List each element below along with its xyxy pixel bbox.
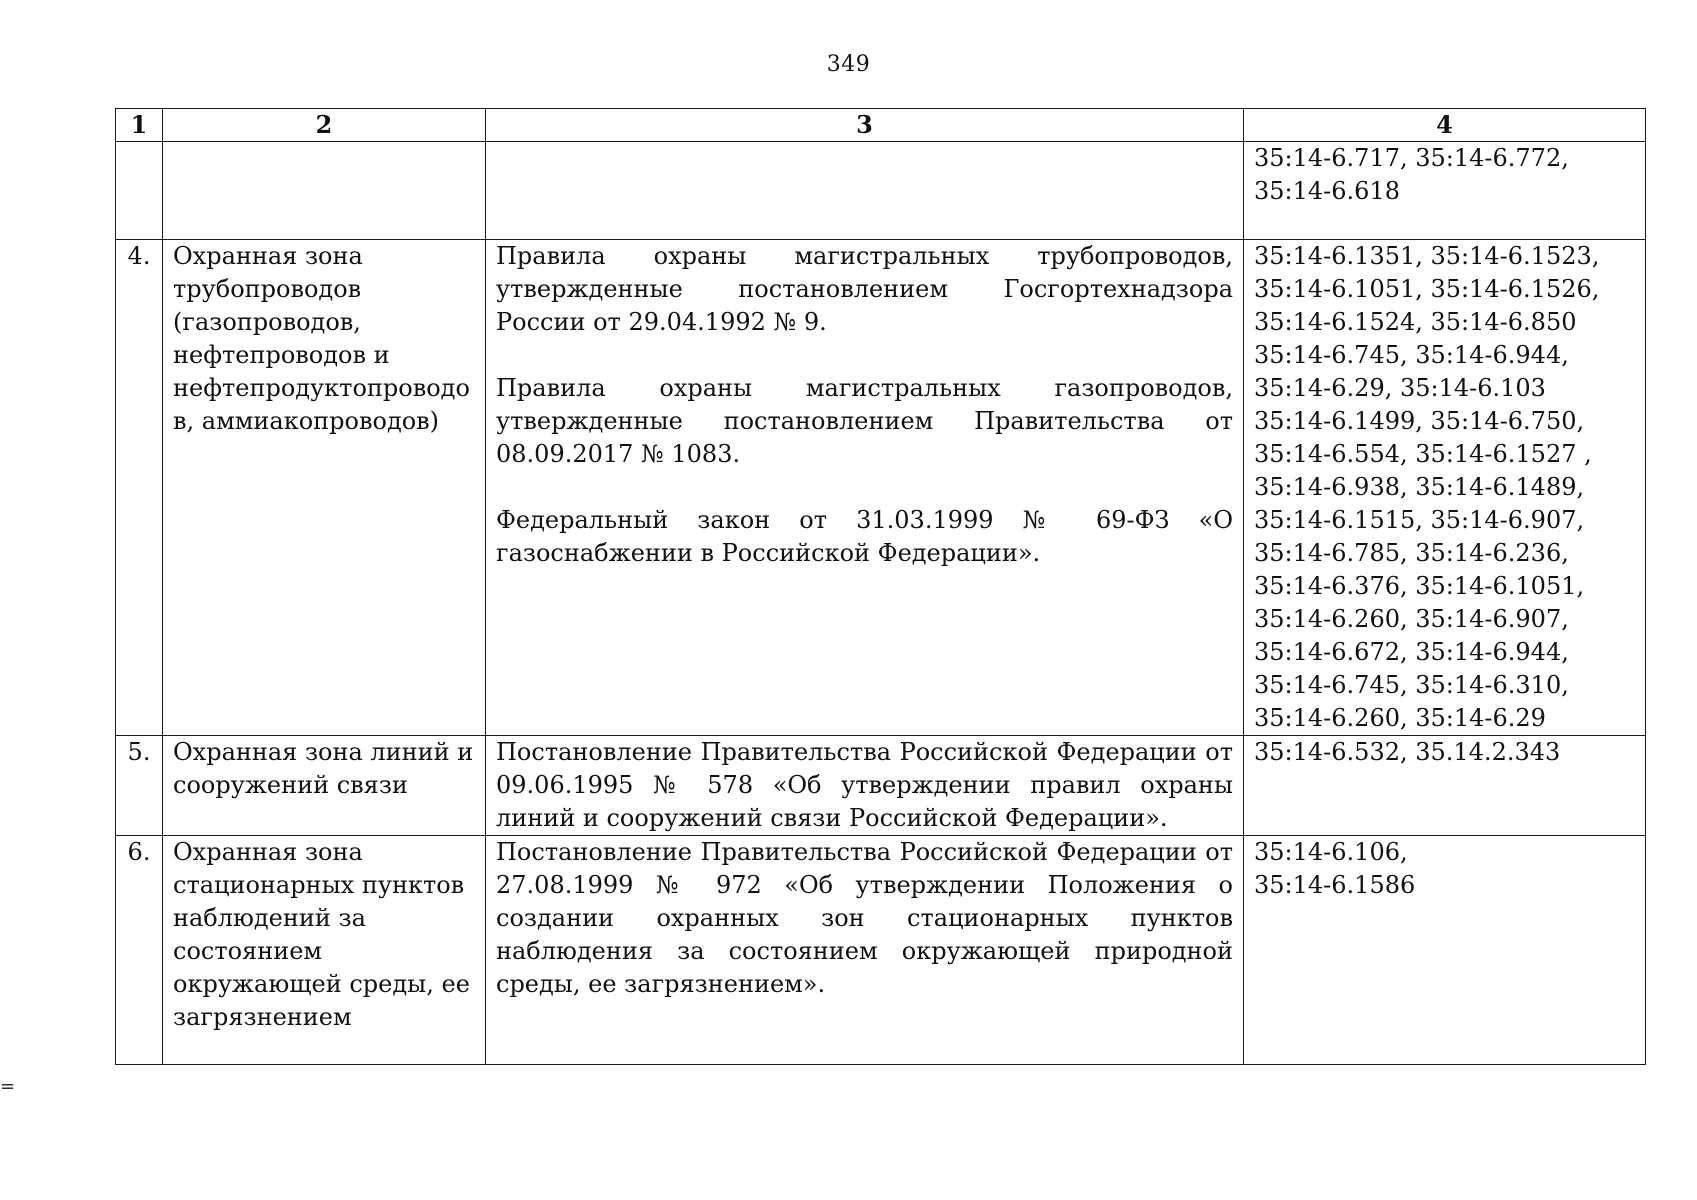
table-row-continued [116,142,1646,240]
table-row-communication-lines [116,736,1646,836]
page-number: 349 [826,52,871,77]
table-row-pipelines [116,240,1646,736]
regulation-paragraph: Правила охраны магистральных трубопроводов, утвержденные постановлением Госгортехнадзора России от 29.04.1992 № 9. [496,242,1233,336]
table-row-observation-points [116,836,1646,1065]
regulation-paragraph: Постановление Правительства Российской Федерации от 09.06.1995 № 578 «Об утверждении правил охраны линий и сооружений связи Российской Федерации». [496,738,1233,832]
cadastral-ids: 35:14-6.1351, 35:14-6.1523, 35:14-6.1051, 35:14-6.1526, 35:14-6.1524, 35:14-6.850 35:14-6.745, 35:14-6.944, 35:14-6.29, 35:14-6.103 35:14-6.1499, 35:14-6.750, 35:14-6.554, 35:14-6.1527 , 35:14-6.938, 35:14-6.1489, 35:14-6.1515, 35:14-6.907, 35:14-6.785, 35:14-6.236, 35:14-6.376, 35:14-6.1051, 35:14-6.260, 35:14-6.907, 35:14-6.672, 35:14-6.944, 35:14-6.745, 35:14-6.310, 35:14-6.260, 35:14-6.29 [1244,240,1646,736]
cadastral-ids: 35:14-6.717, 35:14-6.772, 35:14-6.618 [1244,142,1646,240]
header-col-2: 2 [163,109,486,142]
cadastral-ids: 35:14-6.532, 35.14.2.343 [1244,736,1646,836]
header-col-3: 3 [486,109,1244,142]
header-col-1: 1 [116,109,163,142]
header-col-4: 4 [1244,109,1646,142]
row-number: 5. [116,736,163,836]
zone-name: Охранная зона линий и сооружений связи [163,736,486,836]
cadastral-ids: 35:14-6.106, 35:14-6.1586 [1244,836,1646,1065]
regulation-docs [486,142,1244,240]
zone-name: Охранная зона трубопроводов (газопроводов, нефтепроводов и нефтепродуктопроводо в, аммиакопроводов) [163,240,486,736]
regulation-paragraph: Правила охраны магистральных газопроводов, утвержденные постановлением Правительства от 08.09.2017 № 1083. [496,374,1233,468]
margin-mark: = [0,1076,16,1097]
regulation-docs [486,736,1244,836]
row-number: 4. [116,240,163,736]
row-number: 6. [116,836,163,1065]
protection-zones-table [115,108,1646,1065]
zone-name [163,142,486,240]
regulation-paragraph: Федеральный закон от 31.03.1999 № 69-ФЗ «О газоснабжении в Российской Федерации». [496,506,1233,567]
regulation-docs [486,240,1244,736]
zone-name: Охранная зона стационарных пунктов наблюдений за состоянием окружающей среды, ее загрязнением [163,836,486,1065]
row-number [116,142,163,240]
regulation-paragraph: Постановление Правительства Российской Федерации от 27.08.1999 № 972 «Об утверждении Положения о создании охранных зон стационарных пунктов наблюдения за состоянием окружающей природной среды, ее загрязнением». [496,838,1233,998]
regulation-docs [486,836,1244,1065]
table-header-row [116,109,1646,142]
